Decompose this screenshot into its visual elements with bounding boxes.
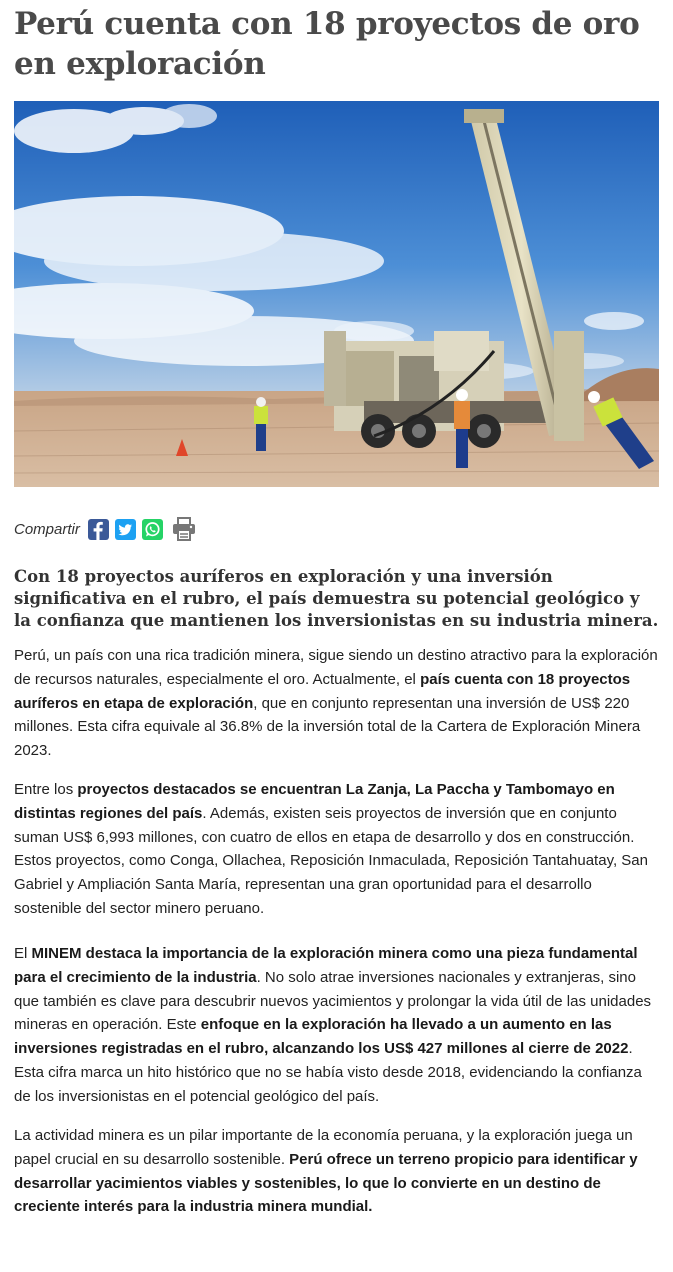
- paragraph-text: Perú, un país con una rica tradición minera, sigue siendo un destino atractivo para la exploración de recursos naturales, especialmente el oro. Actualmente, el: [14, 647, 658, 688]
- article-lead: Con 18 proyectos auríferos en exploración y una inversión significativa en el rubro, el país demuestra su potencial geológico y la confianza que mantienen los inversionistas en su industria minera.: [14, 567, 659, 630]
- body-paragraph-2: [14, 778, 662, 921]
- paragraph-text: . No solo atrae inversiones nacionales y extranjeras, sino que también es clave para descubrir nuevos yacimientos y prolongar la vida útil de las unidades mineras en operación. Este: [14, 968, 652, 1034]
- facebook-icon: [88, 519, 109, 540]
- article-title: Perú cuenta con 18 proyectos de oro en exploración: [14, 6, 640, 82]
- paragraph-text: La actividad minera es un pilar importante de la economía peruana, y la exploración juega un papel crucial en su desarrollo sostenible.: [14, 1127, 633, 1168]
- twitter-icon: [115, 519, 136, 540]
- paragraph-text: Entre los: [14, 781, 78, 798]
- paragraph-emphasis: enfoque en la exploración ha llevado a un aumento en las inversiones registradas en el rubro, alcanzando los US$ 427 millones al cierre de 2022: [14, 1016, 629, 1058]
- paragraph-text: El: [14, 945, 32, 962]
- twitter-share-button[interactable]: [115, 519, 136, 540]
- paragraph-text: . Esta cifra marca un hito histórico que no se había visto desde 2018, evidenciando la confianza de los inversionistas en el potencial geológico del país.: [14, 1040, 642, 1105]
- hero-image: [14, 101, 659, 487]
- whatsapp-share-button[interactable]: [142, 519, 163, 540]
- facebook-share-button[interactable]: [88, 519, 109, 540]
- whatsapp-icon: [142, 519, 163, 540]
- paragraph-text: . Además, existen seis proyectos de inversión que en conjunto suman US$ 6,993 millones, con cuatro de ellos en etapa de desarrollo y dos en construcción. Estos proyectos, como Conga, Ollachea, Reposición Inmaculada, Reposición Tantahuatay, San Gabriel y Ampliación Santa María, representan una gran oportunidad para el desarrollo sostenible del sector minero peruano.: [14, 804, 648, 917]
- print-button[interactable]: [171, 517, 197, 541]
- paragraph-emphasis: proyectos destacados se encuentran La Zanja, La Paccha y Tambomayo en distintas regiones del país: [14, 781, 615, 822]
- body-paragraph-1: [14, 644, 662, 763]
- paragraph-emphasis: Perú ofrece un terreno propicio para identificar y desarrollar yacimientos viables y sostenibles, lo que lo convierte en un destino de creciente interés para la industria minera mundial.: [14, 1150, 638, 1216]
- paragraph-emphasis: país cuenta con 18 proyectos auríferos en etapa de exploración: [14, 670, 631, 712]
- share-label: Compartir: [14, 520, 80, 538]
- print-icon: [171, 517, 197, 541]
- paragraph-text: , que en conjunto representan una inversión de US$ 220 millones. Esta cifra equivale al 36.8% de la inversión total de la Cartera de Exploración Minera 2023.: [14, 694, 641, 760]
- body-paragraph-4: [14, 1124, 662, 1219]
- body-paragraph-3: [14, 942, 662, 1109]
- share-bar: [14, 513, 197, 545]
- paragraph-emphasis: MINEM destaca la importancia de la exploración minera como una pieza fundamental para el crecimiento de la industria: [14, 945, 638, 986]
